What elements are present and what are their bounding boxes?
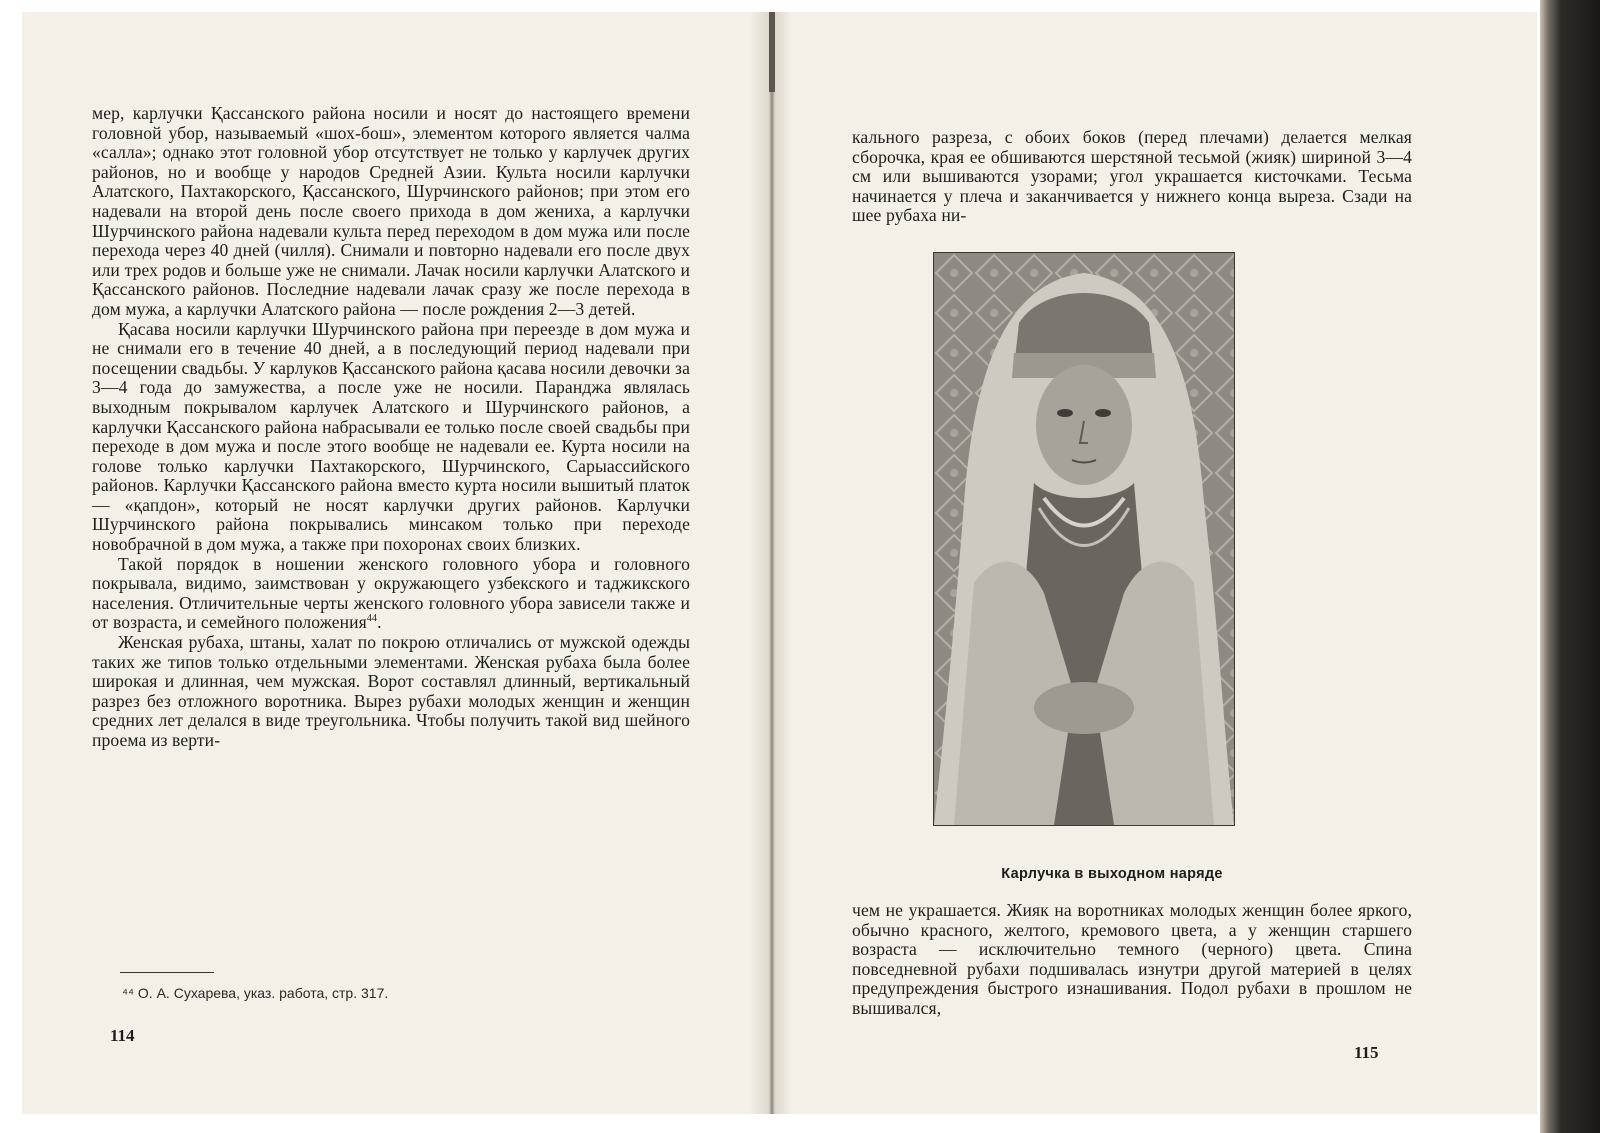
left-page-body — [92, 104, 690, 751]
footnote-ref[interactable]: 44 — [366, 613, 378, 625]
spine-shadow — [769, 12, 775, 92]
book-spread — [22, 12, 1537, 1114]
right-page-top-text — [852, 128, 1412, 226]
book-cover-edge — [1540, 0, 1600, 1133]
photo-caption: Карлучка в выходном наряде — [1001, 866, 1223, 882]
footnote: ⁴⁴ О. А. Сухарева, указ. работа, стр. 317. — [122, 985, 389, 1001]
paragraph: Қасава носили карлучки Шурчинского района при переезде в дом мужа и не снимали его в течение 40 дней, а в последующий период надевали при посещении свадьбы. У карлуков Қассанского района қасава носили девочки за 3—4 года до замужества, а после уже не носили. Паранджа являлась выходным покрывалом карлучек Алатского и Шурчинского районов, а карлучки Қассанского района набрасывали ее только после своей свадьбы при переходе в дом мужа и после этого вообще не надевали ее. Курта носили на голове только карлучки Пахтакорского, Шурчинского, Сарыассийского районов. Карлучки Қассанского района вместо курта носили вышитый платок — «қапдон», который не носят карлучки других районов. Карлучки Шурчинского района покрывались минсаком только при переходе новобрачной в дом мужа, а также при похоронах своих близких. — [92, 318, 690, 555]
paragraph: кального разреза, с обоих боков (перед плечами) делается мелкая сборочка, края ее обшиваются шерстяной тесьмой (жияк) шириной 3—4 см или вышиваются узорами; угол украшается кисточками. Тесьма начинается у плеча и заканчивается у нижнего конца выреза. Сзади на шее рубаха ни- — [852, 127, 1412, 226]
right-page-bottom-text — [852, 901, 1412, 1019]
page-number-right: 115 — [1354, 1043, 1379, 1062]
paragraph: чем не украшается. Жияк на воротниках молодых женщин более яркого, обычно красного, желтого, кремового цвета, а у женщин старшего возраста — исключительно темного (черного) цвета. Спина повседневной рубахи подшивалась изнутри другой материей в целях предупреждения быстрого изнашивания. Подол рубахи в прошлом не вышивался, — [852, 900, 1412, 1018]
footnote-divider — [120, 972, 214, 973]
book-gutter — [750, 12, 792, 1114]
paragraph: мер, карлучки Қассанского района носили и носят до настоящего времени головной убор, называемый «шох-бош», элементом которого является чалма «салла»; однако этот головной убор отсутствует не только у карлучек других районов, но и вообще у народов Средней Азии. Культа носили карлучки Алатского, Пахтакорского, Қассанского, Шурчинского районов; при этом его надевали на второй день после своего прихода в дом жениха, а карлучки Шурчинского района надевали культа перед переходом в дом мужа или после перехода через 40 дней (чилля). Снимали и повторно надевали его после двух или трех родов и больше уже не снимали. Лачак носили карлучки Алатского и Қассанского районов. Последние надевали лачак сразу же после перехода в дом мужа, а карлучки Алатского района — после рождения 2—3 детей. — [92, 103, 690, 319]
paragraph-text: Такой порядок в ношении женского головного убора и головного покрывала, видимо, заимствован у окружающего узбекского и таджикского населения. Отличительные черты женского головного убора зависели также и от возраста, и семейного положения — [92, 553, 690, 633]
page-number-left: 114 — [110, 1026, 135, 1045]
portrait-photo-icon — [933, 252, 1235, 826]
paragraph: Женская рубаха, штаны, халат по покрою отличались от мужской одежды таких же типов только отдельными элементами. Женская рубаха была более широкая и длинная, чем мужская. Ворот составлял длинный, вертикальный разрез без отложного воротника. Вырез рубахи молодых женщин и женщин средних лет делался в виде треугольника. Чтобы получить такой вид шейного проема из верти- — [92, 632, 690, 750]
paragraph-with-footnote: Такой порядок в ношении женского головного убора и головного покрывала, видимо, заимствован у окружающего узбекского и таджикского населения. Отличительные черты женского головного убора зависели также и от возраста, и семейного положения$^{44}$. — [92, 553, 690, 633]
